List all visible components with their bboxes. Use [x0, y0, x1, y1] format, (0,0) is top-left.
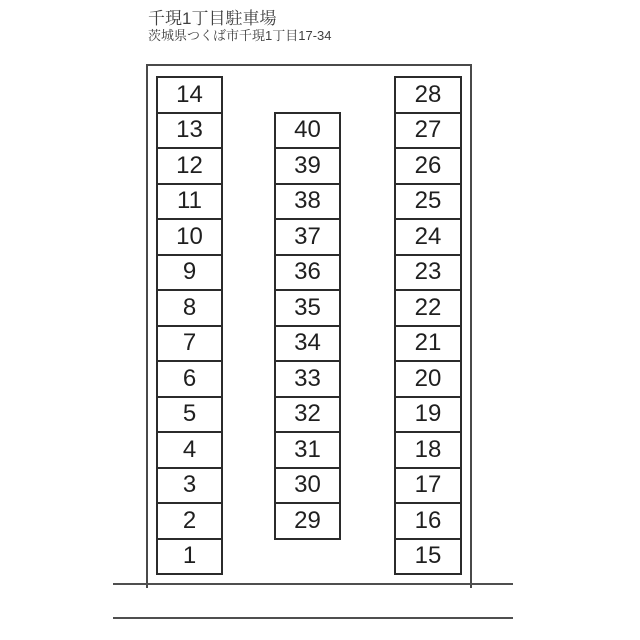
- parking-space-27: 27: [394, 112, 462, 150]
- parking-space-35: 35: [274, 289, 341, 327]
- parking-space-13: 13: [156, 112, 223, 150]
- parking-column-left: [156, 76, 223, 575]
- parking-space-25: 25: [394, 183, 462, 221]
- parking-space-36: 36: [274, 254, 341, 292]
- parking-space-20: 20: [394, 360, 462, 398]
- parking-space-3: 3: [156, 467, 223, 505]
- parking-space-30: 30: [274, 467, 341, 505]
- parking-space-15: 15: [394, 538, 462, 576]
- page-title: 千現1丁目駐車場: [148, 9, 277, 28]
- parking-space-19: 19: [394, 396, 462, 434]
- parking-space-12: 12: [156, 147, 223, 185]
- parking-space-11: 11: [156, 183, 223, 221]
- parking-space-6: 6: [156, 360, 223, 398]
- parking-space-32: 32: [274, 396, 341, 434]
- parking-space-8: 8: [156, 289, 223, 327]
- parking-column-middle: [274, 112, 341, 540]
- parking-space-21: 21: [394, 325, 462, 363]
- parking-space-24: 24: [394, 218, 462, 256]
- parking-space-39: 39: [274, 147, 341, 185]
- parking-space-34: 34: [274, 325, 341, 363]
- parking-space-4: 4: [156, 431, 223, 469]
- parking-space-17: 17: [394, 467, 462, 505]
- parking-space-2: 2: [156, 502, 223, 540]
- parking-space-22: 22: [394, 289, 462, 327]
- parking-space-40: 40: [274, 112, 341, 150]
- parking-space-26: 26: [394, 147, 462, 185]
- parking-space-18: 18: [394, 431, 462, 469]
- road-line-lower: [113, 617, 513, 619]
- parking-column-right: [394, 76, 462, 575]
- parking-space-31: 31: [274, 431, 341, 469]
- parking-space-29: 29: [274, 502, 341, 540]
- parking-space-28: 28: [394, 76, 462, 114]
- parking-space-7: 7: [156, 325, 223, 363]
- parking-space-16: 16: [394, 502, 462, 540]
- parking-space-9: 9: [156, 254, 223, 292]
- road-line-upper: [113, 583, 513, 585]
- parking-space-23: 23: [394, 254, 462, 292]
- page-address: 茨城県つくば市千現1丁目17-34: [148, 28, 332, 43]
- parking-space-37: 37: [274, 218, 341, 256]
- parking-space-14: 14: [156, 76, 223, 114]
- parking-space-38: 38: [274, 183, 341, 221]
- parking-space-33: 33: [274, 360, 341, 398]
- parking-space-5: 5: [156, 396, 223, 434]
- parking-space-1: 1: [156, 538, 223, 576]
- parking-space-10: 10: [156, 218, 223, 256]
